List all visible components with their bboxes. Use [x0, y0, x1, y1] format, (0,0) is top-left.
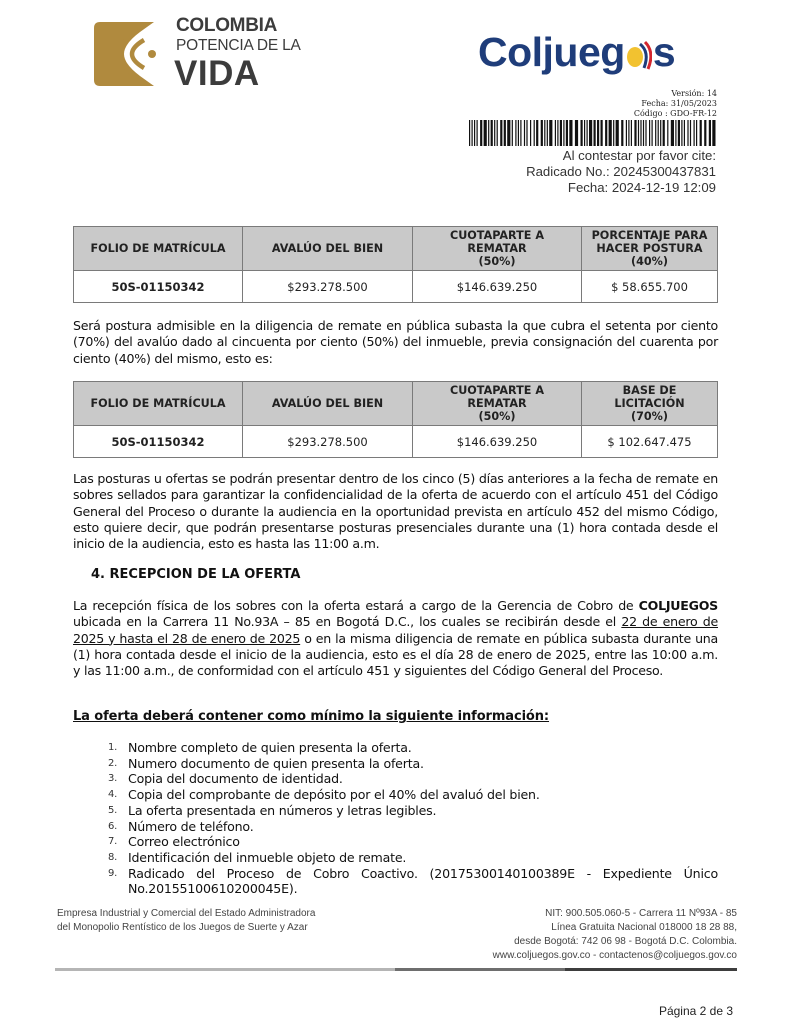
header-line: PORCENTAJE PARA [591, 229, 708, 242]
barcode-bar [575, 120, 578, 146]
barcode-bar [671, 120, 674, 146]
barcode-bar [675, 120, 676, 146]
list-item-text: Identificación del inmueble objeto de remate. [128, 849, 407, 865]
barcode-bar [549, 120, 552, 146]
barcode-bar [628, 120, 629, 146]
header-line: (70%) [630, 410, 668, 423]
footer-left-line: del Monopolio Rentístico de los Juegos de Suerte y Azar [57, 922, 308, 933]
list-item-text: Nombre completo de quien presenta la oferta. [128, 740, 412, 755]
list-item-text: La oferta presentada en números y letras legibles. [128, 802, 437, 818]
barcode-bar [684, 120, 685, 146]
header-line: CUOTAPARTE A [450, 384, 544, 397]
list-item-text: Radicado del Proceso de Cobro Coactivo. (20175300140100389E - Expediente Único No.20155100610200045E). [128, 865, 718, 897]
col-header-folio: FOLIO DE MATRÍCULA [74, 382, 243, 426]
barcode-bar [555, 120, 556, 146]
barcode-bar [547, 120, 548, 146]
radicado-number: Radicado No.: 20245300437831 [526, 164, 716, 179]
list-item [108, 771, 718, 787]
barcode-bar [497, 120, 498, 146]
barcode-bar [655, 120, 656, 146]
recepcion-text-3: o en la misma diligencia de remate en pública subasta durante una (1) hora contada desde el inicio de la audiencia, esto es el día 28 de enero de 2025, entre las 10:00 a.m. y las 11:00 a.m., de conformidad con el artículo 451 y siguientes del Código General del Proceso. [73, 630, 718, 679]
recepcion-text-1: La recepción física de los sobres con la oferta estará a cargo de la Gerencia de Cobro de [73, 598, 639, 613]
barcode-bar [557, 120, 558, 146]
header-line: REMATAR [467, 242, 527, 255]
header-line: (50%) [478, 410, 516, 423]
col-header-avaluo: AVALÚO DEL BIEN [243, 227, 413, 271]
coljuegos-logo-mark-icon [626, 40, 652, 70]
cell-base-licitacion: $ 102.647.475 [582, 426, 718, 458]
barcode-bar [645, 120, 646, 146]
colombia-potencia-de-la-vida-logo [94, 16, 304, 92]
recepcion-text-2: ubicada en la Carrera 11 No.93A – 85 en Bogotá D.C., los cuales se recibirán desde el [73, 614, 622, 630]
list-number: 2. [108, 757, 118, 769]
barcode-bar [507, 120, 510, 146]
list-item [108, 740, 718, 756]
footer-entity-description [57, 907, 315, 935]
barcode-bar [474, 120, 475, 146]
requirements-list [108, 740, 718, 897]
header-line: BASE DE LICITACIÓN [614, 384, 685, 410]
footer-divider-segment [55, 968, 395, 971]
footer-divider-segment [565, 968, 737, 971]
barcode-bar [597, 120, 599, 146]
barcode-bar [626, 120, 627, 146]
barcode-bar [667, 120, 668, 146]
list-item-text: Número de teléfono. [128, 818, 254, 834]
citation-instruction: Al contestar por favor cite: [562, 148, 716, 163]
document-version-block [634, 89, 717, 119]
page-number: Página 2 de 3 [658, 1004, 733, 1018]
barcode-bar [524, 120, 525, 146]
col-header-base-licitacion [582, 382, 718, 426]
barcode-bar [640, 120, 641, 146]
barcode-bar [587, 120, 588, 146]
barcode-bar [566, 120, 568, 146]
barcode-bar [541, 120, 543, 146]
cell-avaluo: $293.278.500 [243, 271, 413, 303]
barcode [469, 120, 717, 146]
barcode-bar [534, 120, 535, 146]
col-header-cuotaparte [413, 382, 582, 426]
list-number: 9. [108, 867, 118, 879]
barcode-bar [484, 120, 487, 146]
barcode-bar [631, 120, 632, 146]
barcode-bar [712, 120, 715, 146]
barcode-bar [678, 120, 680, 146]
list-item [108, 866, 718, 897]
footer-phone-national: Línea Gratuita Nacional 018000 18 28 88, [551, 922, 737, 933]
barcode-bar [530, 120, 531, 146]
paragraph-recepcion [73, 598, 718, 679]
requirements-heading: La oferta deberá contener como mínimo la siguiente información: [73, 709, 550, 724]
barcode-bar [512, 120, 513, 146]
list-number: 8. [108, 851, 118, 863]
footer-web-email: www.coljuegos.gov.co - contactenos@coljuegos.gov.co [492, 950, 737, 961]
barcode-bar [536, 120, 538, 146]
barcode-bar [500, 120, 502, 146]
barcode-bar [643, 120, 644, 146]
header-line: HACER POSTURA [596, 242, 703, 255]
barcode-bar [696, 120, 697, 146]
barcode-bar [700, 120, 702, 146]
footer-contact-info [493, 907, 737, 963]
barcode-bar [581, 120, 583, 146]
barcode-bar [589, 120, 592, 146]
barcode-bar [488, 120, 489, 146]
valuation-table-postura [73, 226, 718, 303]
list-item [108, 834, 718, 850]
barcode-bar [660, 120, 661, 146]
col-header-porcentaje-postura [582, 227, 718, 271]
logo-text-colombia: COLOMBIA [176, 15, 278, 36]
barcode-bar [621, 120, 623, 146]
radicado-date: Fecha: 2024-12-19 12:09 [567, 180, 716, 195]
barcode-bar [605, 120, 607, 146]
barcode-bar [526, 120, 527, 146]
cell-cuotaparte: $146.639.250 [413, 271, 582, 303]
barcode-bar [613, 120, 614, 146]
barcode-bar [515, 120, 516, 146]
list-item-text: Numero documento de quien presenta la oferta. [128, 755, 424, 771]
list-item [108, 850, 718, 866]
cell-avaluo: $293.278.500 [243, 426, 413, 458]
coljuegos-bold: COLJUEGOS [638, 598, 718, 613]
barcode-bar [616, 120, 619, 146]
barcode-bar [544, 120, 545, 146]
footer-left-line: Empresa Industrial y Comercial del Estado Administradora [57, 908, 316, 919]
barcode-bar [663, 120, 665, 146]
barcode-bar [634, 120, 636, 146]
list-item [108, 756, 718, 772]
list-item [108, 803, 718, 819]
col-header-avaluo: AVALÚO DEL BIEN [243, 382, 413, 426]
barcode-bar [704, 120, 706, 146]
col-header-cuotaparte [413, 227, 582, 271]
barcode-bar [601, 120, 603, 146]
barcode-bar [649, 120, 650, 146]
list-number: 6. [108, 820, 118, 832]
cell-postura: $ 58.655.700 [582, 271, 718, 303]
footer-phone-bogota: desde Bogotá: 742 06 98 - Bogotá D.C. Colombia. [514, 936, 737, 947]
footer-divider [55, 968, 737, 971]
barcode-bar [609, 120, 612, 146]
doc-date: Fecha: 31/05/2023 [641, 99, 717, 108]
barcode-bar [594, 120, 596, 146]
barcode-bar [638, 120, 639, 146]
barcode-bar [658, 120, 659, 146]
barcode-bar [681, 120, 682, 146]
list-item-text: Copia del comprobante de depósito por el 40% del avaluó del bien. [128, 787, 540, 803]
list-item-text: Copia del documento de identidad. [128, 771, 343, 787]
barcode-bar [469, 120, 470, 146]
valuation-table-licitacion [73, 381, 718, 458]
barcode-bar [690, 120, 691, 146]
barcode-bar [569, 120, 572, 146]
paragraph-postura-admisible: Será postura admisible en la diligencia de remate en pública subasta la que cubra el setenta por ciento (70%) del avalúo dado al cincuenta por ciento (50%) del inmueble, previa consignación del cuarenta por ciento (40%) del mismo, esto es: [73, 318, 718, 366]
barcode-bar [477, 120, 478, 146]
list-item [108, 819, 718, 835]
barcode-bar [709, 120, 711, 146]
citation-block [526, 148, 716, 196]
cell-folio: 50S-01150342 [74, 271, 243, 303]
col-header-folio: FOLIO DE MATRÍCULA [74, 227, 243, 271]
logo-text-potencia: POTENCIA DE LA [176, 37, 301, 54]
header-line: CUOTAPARTE A [450, 229, 544, 242]
colombia-logo-mark-icon [94, 22, 160, 86]
table-row [74, 271, 718, 303]
cell-cuotaparte: $146.639.250 [413, 426, 582, 458]
footer-divider-segment [395, 968, 565, 971]
paragraph-posturas-ofertas: Las posturas u ofertas se podrán presentar dentro de los cinco (5) días anteriores a la fecha de remate en sobres sellados para garantizar la confidencialidad de la oferta de acuerdo con el artículo 451 del Código General del Proceso o durante la audiencia en la oportunidad prevista en artículo 452 del mismo Código, esto quiere decir, que podrán presentarse posturas presenciales durante una (1) hora contada desde el inicio de la audiencia, esto es hasta las 11:00 a.m. [73, 471, 718, 552]
footer-nit-address: NIT: 900.505.060-5 - Carrera 11 Nº93A - 85 [545, 908, 737, 919]
barcode-bar [584, 120, 585, 146]
list-number: 4. [108, 789, 118, 801]
barcode-bar [504, 120, 506, 146]
doc-version: Versión: 14 [671, 89, 717, 98]
barcode-bar [518, 120, 519, 146]
logo-text-vida: VIDA [174, 54, 260, 93]
barcode-bar [563, 120, 564, 146]
cell-folio: 50S-01150342 [74, 426, 243, 458]
barcode-bar [480, 120, 482, 146]
header-line: (50%) [478, 255, 516, 268]
list-number: 5. [108, 804, 118, 816]
list-number: 1. [108, 742, 118, 753]
barcode-bar [652, 120, 653, 146]
doc-code: Código : GDO-FR-12 [633, 109, 717, 118]
barcode-bar [694, 120, 695, 146]
coljuegos-logo-text-end: s [652, 29, 676, 75]
barcode-bar [520, 120, 521, 146]
recepcion-dates-underlined: 22 de enero de 2025 y hasta el 28 de enero de 2025 [73, 614, 719, 646]
barcode-bar [560, 120, 562, 146]
barcode-bar [687, 120, 688, 146]
coljuegos-logo [478, 28, 718, 78]
barcode-bar [491, 120, 493, 146]
list-number: 3. [108, 773, 118, 785]
coljuegos-logo-text-start: Coljueg [478, 29, 625, 75]
header-line: REMATAR [467, 397, 527, 410]
barcode-bar [494, 120, 495, 146]
table-header-row [74, 227, 718, 271]
section-heading-recepcion-oferta: 4. RECEPCION DE LA OFERTA [91, 567, 301, 582]
table-header-row [74, 382, 718, 426]
table-row [74, 426, 718, 458]
list-number: 7. [108, 836, 118, 848]
list-item-text: Correo electrónico [128, 834, 240, 850]
barcode-bar [472, 120, 473, 146]
header-line: (40%) [630, 255, 668, 268]
list-item [108, 787, 718, 803]
